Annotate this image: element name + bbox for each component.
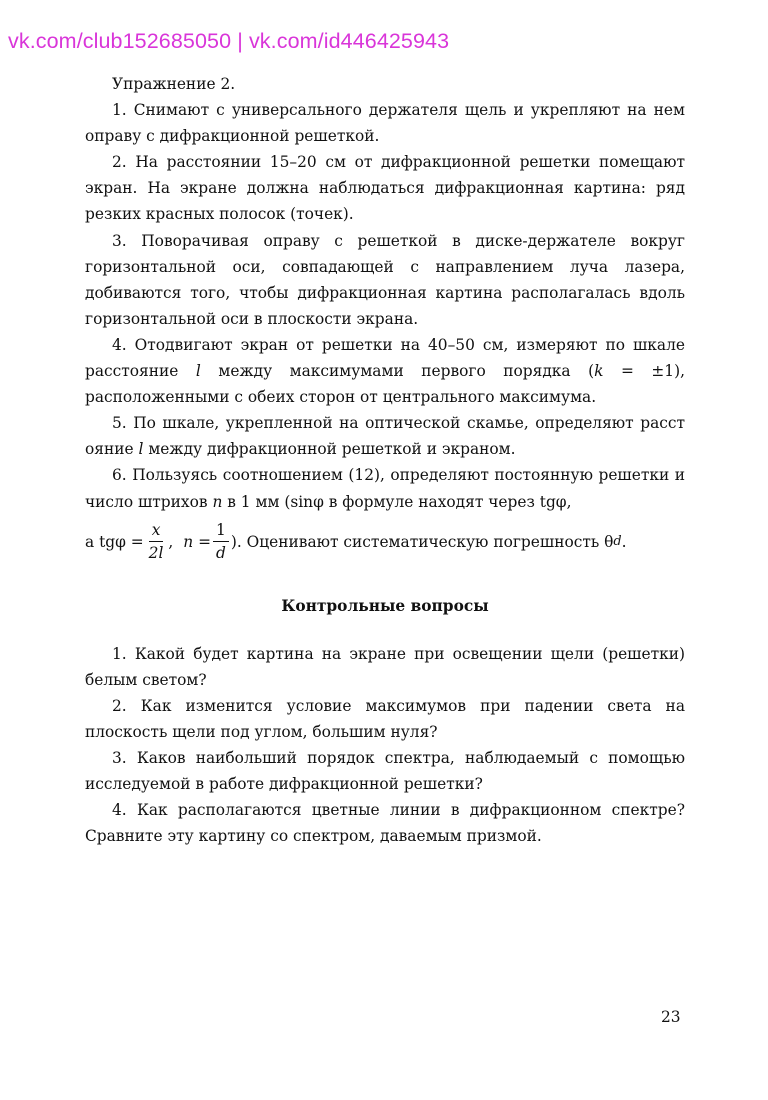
formula-line: а tgφ = $\frac{x}{2l}$ , n = $\frac{1}{d}$ ). Оценивают систематическую погрешность θ d . <box>85 521 627 563</box>
section-title-questions: Контрольные вопросы <box>281 596 489 615</box>
step-6: 6. Пользуясь соотношением (12), определяют постоянную решетки и число штрихов n в 1 мм (sinφ в формуле находят через tgφ, <box>85 466 685 511</box>
step-1: 1. Снимают с универсального держателя щель и укрепляют на нем оправу с дифракционной решеткой. <box>85 101 685 146</box>
step-3: 3. Поворачивая оправу с решеткой в диске-держателе вокруг горизонтальной оси, совпадающей с направлением луча лазера, добиваются того, чтобы дифракционная картина располагалась вдоль горизонтальной оси в плоскости экрана. <box>85 231 685 328</box>
step-4: 4. Отодвигают экран от решетки на 40–50 см, измеряют по шкале расстояние l между максимумами первого порядка (k = ±1), расположенными с обеих сторон от центрального максимума. <box>85 335 685 407</box>
page-number: 23 <box>661 1008 681 1026</box>
question-2: 2. Как изменится условие максимумов при падении света на плоскость щели под углом, большим нуля? <box>85 696 685 741</box>
question-1: 1. Какой будет картина на экране при освещении щели (решетки) белым светом? <box>85 644 685 689</box>
formula-prefix: а tgφ = <box>85 532 144 551</box>
question-4: 4. Как располагаются цветные линии в дифракционном спектре? Сравните эту картину со спектром, даваемым призмой. <box>85 801 685 846</box>
step-5: 5. По шкале, укрепленной на оптической скамье, определяют расст ояние l между дифракционной решеткой и экраном. <box>85 414 685 459</box>
fraction-x-over-2l: $\frac{x}{2l}$ <box>148 521 164 563</box>
fraction-1-over-d: $\frac{1}{d}$ <box>213 519 229 564</box>
step-2: 2. На расстоянии 15–20 см от дифракционной решетки помещают экран. На экране должна наблюдаться дифракционная картина: ряд резких красных полосок (точек). <box>85 153 685 224</box>
watermark-link[interactable]: vk.com/club152685050 | vk.com/id446425943 <box>8 29 450 53</box>
exercise-title: Упражнение 2. <box>112 75 236 93</box>
page-content <box>85 71 685 849</box>
question-3: 3. Каков наибольший порядок спектра, наблюдаемый с помощью исследуемой в работе дифракционной решетки? <box>85 749 685 794</box>
